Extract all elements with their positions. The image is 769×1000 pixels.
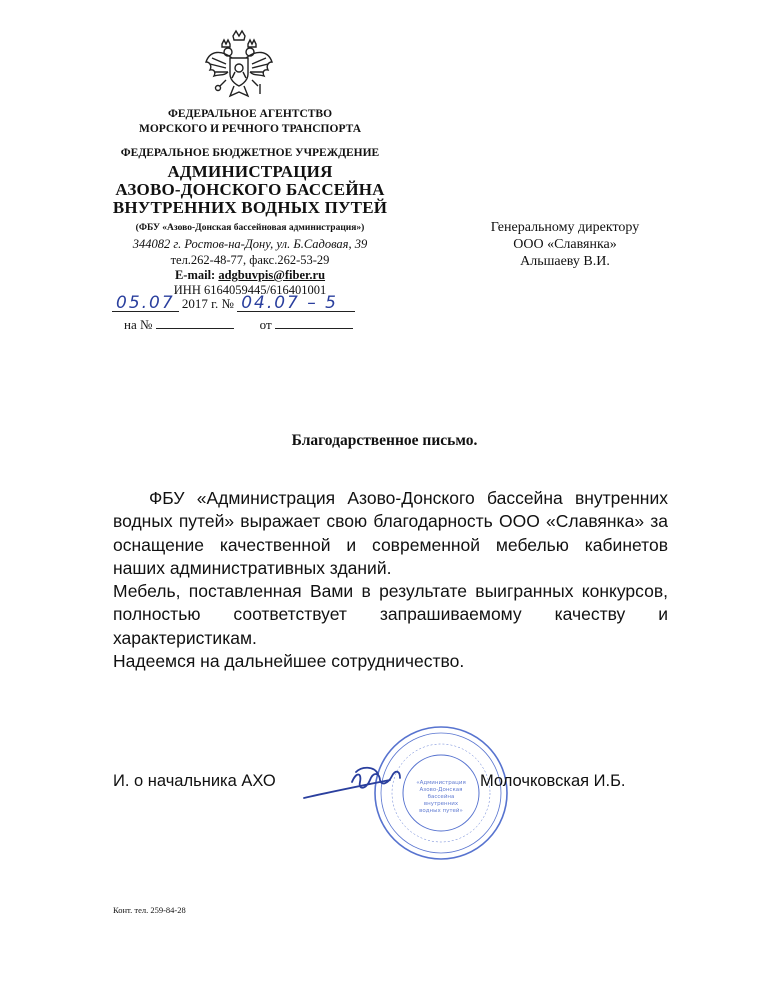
recipient-company: ООО «Славянка» xyxy=(513,237,617,252)
recipient-block xyxy=(470,219,660,270)
coat-of-arms-emblem xyxy=(204,28,274,104)
paragraph-3: Надеемся на дальнейшее сотрудничество. xyxy=(113,651,465,672)
svg-text:«Администрация: «Администрация xyxy=(416,780,466,786)
signer-name: Молочковская И.Б. xyxy=(480,772,626,790)
address: 344082 г. Ростов-на-Дону, ул. Б.Садовая, 39 xyxy=(132,237,368,251)
contact-phone: Конт. тел. 259-84-28 xyxy=(113,905,186,915)
institution-name-line-2: АЗОВО-ДОНСКОГО БАССЕЙНА xyxy=(115,180,385,199)
signer-position: И. о начальника АХО xyxy=(113,772,276,790)
reference-line xyxy=(124,316,353,333)
agency-line-2: МОРСКОГО И РЕЧНОГО ТРАНСПОРТА xyxy=(138,123,362,135)
paragraph-1: ФБУ «Администрация Азово-Донского бассейна внутренних водных путей» выражает свою благодарность ООО «Славянка» за оснащение качественной и современной мебелью кабинетов наших административных зданий. xyxy=(113,488,668,578)
inn: ИНН 6164059445/616401001 xyxy=(173,283,327,297)
ref-date-blank xyxy=(275,316,353,329)
ref-from-label: от xyxy=(259,317,272,332)
svg-text:Азово-Донская: Азово-Донская xyxy=(419,787,463,793)
email-link[interactable]: adgbuvpis@fiber.ru xyxy=(218,268,326,282)
letter-title: Благодарственное письмо. xyxy=(291,432,478,449)
institution-name-line-1: АДМИНИСТРАЦИЯ xyxy=(167,162,333,181)
handwritten-date: 05.07 xyxy=(112,295,179,312)
svg-text:внутренних: внутренних xyxy=(423,801,459,807)
paragraph-2: Мебель, поставленная Вами в результате выигранных конкурсов, полностью соответствует запрашиваемому качеству и характеристикам. xyxy=(113,581,668,648)
handwritten-signature xyxy=(300,752,460,808)
short-name: (ФБУ «Азово-Донская бассейновая администрация») xyxy=(135,223,365,233)
year-number-label: 2017 г. № xyxy=(181,296,234,311)
recipient-name: Альшаеву В.И. xyxy=(520,254,610,269)
svg-text:водных путей»: водных путей» xyxy=(419,808,463,814)
email-label: E-mail: xyxy=(174,268,219,282)
svg-text:бассейна: бассейна xyxy=(427,794,455,800)
email-line xyxy=(100,267,400,283)
letter-body xyxy=(113,487,668,673)
phones: тел.262-48-77, факс.262-53-29 xyxy=(170,253,330,267)
ref-label: на № xyxy=(124,317,153,332)
recipient-position: Генеральному директору xyxy=(490,220,640,235)
institution-name-line-3: ВНУТРЕННИХ ВОДНЫХ ПУТЕЙ xyxy=(112,198,388,217)
date-number-line xyxy=(112,295,355,312)
institution-type: ФЕДЕРАЛЬНОЕ БЮДЖЕТНОЕ УЧРЕЖДЕНИЕ xyxy=(120,147,380,159)
agency-line-1: ФЕДЕРАЛЬНОЕ АГЕНТСТВО xyxy=(167,108,333,120)
handwritten-number: 04.07 – 5 xyxy=(237,295,355,312)
ref-number-blank xyxy=(156,316,234,329)
